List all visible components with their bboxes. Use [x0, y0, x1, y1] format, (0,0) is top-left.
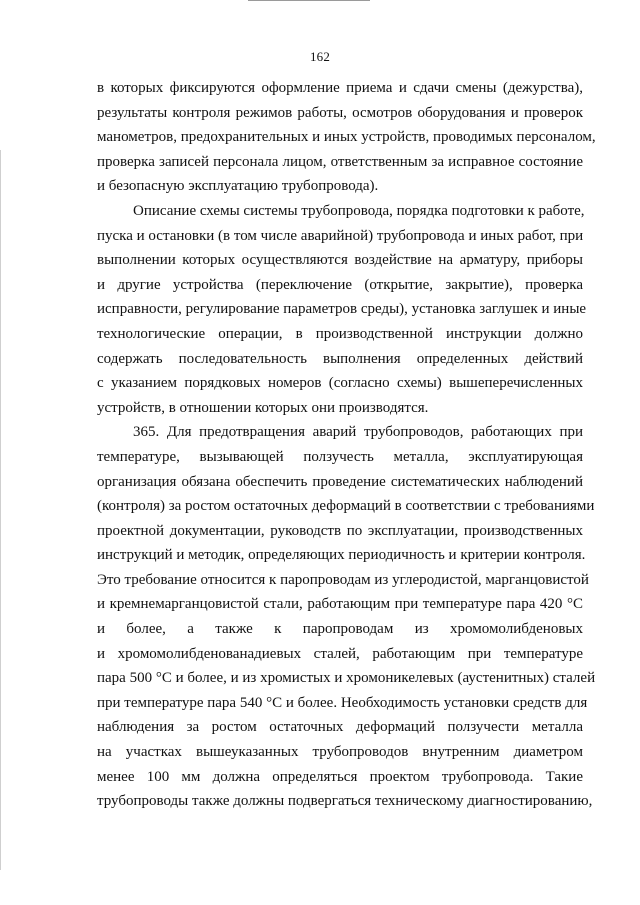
text-line: проверка записей персонала лицом, ответственным за исправное состояние [97, 153, 583, 170]
text-line: и более, а также к паропроводам из хромомолибденовых [97, 621, 583, 638]
text-line: и другие устройства (переключение (открытие, закрытие), проверка [97, 276, 583, 293]
paragraph [97, 76, 596, 199]
page-number: 162 [309, 49, 331, 64]
paragraph [97, 420, 596, 814]
scan-left-edge [0, 150, 1, 870]
text-line: технологические операции, в производственной инструкции должно [97, 325, 583, 342]
text-line: содержать последовательность выполнения определенных действий [97, 350, 583, 367]
text-line: и хромомолибденованадиевых сталей, работающим при температуре [97, 645, 583, 662]
text-line: организация обязана обеспечить проведение систематических наблюдений [97, 473, 583, 490]
document-body [97, 76, 596, 814]
text-line: пуска и остановки (в том числе аварийной) трубопровода и иных работ, при [97, 227, 584, 244]
text-line: (контроля) за ростом остаточных деформаций в соответствии с требованиями [97, 498, 595, 515]
text-line: проектной документации, руководств по эксплуатации, производственных [97, 522, 583, 539]
text-line: 365. Для предотвращения аварий трубопроводов, работающих при [133, 424, 583, 441]
text-line: с указанием порядковых номеров (согласно схемы) вышеперечисленных [97, 375, 583, 392]
scan-top-rule [248, 0, 370, 1]
text-line: и кремнемарганцовистой стали, работающим при температуре пара 420 °С [97, 596, 583, 613]
text-line: инструкций и методик, определяющих периодичность и критерии контроля. [97, 547, 586, 564]
text-line: выполнении которых осуществляются воздействие на арматуру, приборы [97, 252, 583, 269]
paragraph [97, 199, 587, 420]
text-line: трубопроводы также должны подвергаться техническому диагностированию, [97, 793, 593, 810]
text-line: в которых фиксируются оформление приема и сдачи смены (дежурства), [97, 80, 583, 96]
text-line: манометров, предохранительных и иных устройств, проводимых персоналом, [97, 129, 596, 146]
text-line: и безопасную эксплуатацию трубопровода). [97, 178, 379, 195]
text-line: пара 500 °С и более, и из хромистых и хромоникелевых (аустенитных) сталей [97, 670, 596, 687]
text-line: температуре, вызывающей ползучесть металла, эксплуатирующая [97, 448, 583, 465]
text-line: при температуре пара 540 °С и более. Необходимость установки средств для [97, 694, 588, 711]
text-line: результаты контроля режимов работы, осмотров оборудования и проверок [97, 104, 583, 121]
text-line: исправности, регулирование параметров среды), установка заглушек и иные [97, 301, 587, 318]
text-line: устройств, в отношении которых они производятся. [97, 399, 429, 416]
text-line: на участках вышеуказанных трубопроводов внутренним диаметром [97, 744, 583, 761]
text-line: наблюдения за ростом остаточных деформаций ползучести металла [97, 719, 583, 736]
text-line: Описание схемы системы трубопровода, порядка подготовки к работе, [133, 202, 585, 219]
text-line: Это требование относится к паропроводам из углеродистой, марганцовистой [97, 571, 589, 588]
text-line: менее 100 мм должна определяться проектом трубопровода. Такие [97, 768, 583, 785]
